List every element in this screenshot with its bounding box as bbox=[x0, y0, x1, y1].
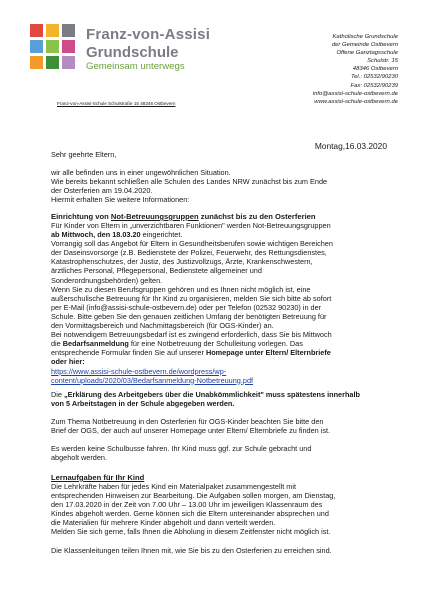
heading-text: zunächst bis zu den Osterferien bbox=[198, 212, 316, 221]
bold-text: Homepage unter Eltern/ Elternbriefe bbox=[205, 348, 331, 358]
body-text: eingerichtet. bbox=[140, 230, 183, 240]
bold-date: ab Mittwoch, den 18.03.20 bbox=[51, 230, 141, 240]
body-line: Zum Thema Notbetreuung in den Osterferien für OGS-Kinder beachten Sie bitte den bbox=[51, 417, 324, 426]
body-line: von 5 Arbeitstagen in der Schule abgegeben werden. bbox=[51, 399, 235, 409]
logo-square bbox=[46, 40, 59, 53]
body-line: Wenn Sie zu diesen Berufsgruppen gehören und es Ihnen nicht möglich ist, eine bbox=[51, 284, 311, 294]
logo-square bbox=[30, 56, 43, 69]
letter-date: Montag,16.03.2020 bbox=[314, 141, 387, 151]
school-name-line1: Franz-von-Assisi bbox=[86, 26, 211, 43]
form-link[interactable]: https://www.assisi-schule-ostbevern.de/wordpress/wp- bbox=[51, 366, 227, 376]
school-logo bbox=[30, 24, 78, 72]
logo-square bbox=[46, 56, 59, 69]
body-line: Es werden keine Schulbusse fahren. Ihr Kind muss ggf. zur Schule gebracht und bbox=[51, 444, 312, 453]
body-line: Katastrophenschutzes, der Justiz, des Justizvollzugs, Ärzte, Krankenschwestern, bbox=[51, 257, 313, 267]
body-line: außerschulische Betreuung für Ihr Kind zu organisieren, melden Sie sich bitte ab sofort bbox=[51, 293, 332, 303]
body-line bbox=[51, 230, 333, 239]
body-line: abgeholt werden. bbox=[51, 453, 107, 463]
erklaerung-paragraph bbox=[51, 390, 360, 408]
body-line bbox=[51, 339, 333, 348]
closing-paragraph: Die Klassenleitungen teilen Ihnen mit, wie Sie bis zu den Osterferien zu erreichen sind. bbox=[51, 546, 332, 555]
body-line: oder hier: bbox=[51, 357, 85, 367]
school-address-block bbox=[278, 33, 398, 106]
body-text: Die bbox=[51, 390, 64, 399]
bold-text: Bedarfsanmeldung bbox=[62, 339, 129, 349]
body-line: Bei notwendigem Betreuungsbedarf ist es zwingend erforderlich, dass Sie bis Mittwoch bbox=[51, 330, 332, 340]
heading-text-underlined: Not-Betreuungsgruppen bbox=[110, 212, 199, 221]
ogs-paragraph bbox=[51, 417, 330, 435]
body-line: Die Lehrkräfte haben für jedes Kind ein Materialpaket zusammengestellt mit bbox=[51, 482, 296, 491]
body-text: entsprechende Formular finden Sie auf unserer bbox=[51, 348, 206, 358]
intro-line: wir alle befinden uns in einer ungewöhnlichen Situation. bbox=[51, 168, 231, 177]
body-line bbox=[51, 390, 360, 399]
bus-paragraph bbox=[51, 444, 311, 462]
section1-body bbox=[51, 221, 333, 385]
body-line: die Materialien für mehrere Kinder abgeholt und dann verteilt werden. bbox=[51, 518, 276, 528]
salutation: Sehr geehrte Eltern, bbox=[51, 150, 117, 159]
body-line: Melden Sie sich gerne, falls Ihnen die Abholung in diesem Zeitfenster nicht möglich ist. bbox=[51, 527, 331, 537]
school-name-line2: Grundschule bbox=[86, 44, 179, 61]
address-line: info@assisi-schule-ostbevern.de bbox=[312, 90, 398, 97]
school-tagline: Gemeinsam unterwegs bbox=[86, 61, 185, 72]
body-line bbox=[51, 348, 333, 357]
address-line: der Gemeinde Ostbevern bbox=[331, 42, 398, 49]
sender-line: Franz-von-Assisi-Schule Schulstraße 15 48346 Ostbevern bbox=[57, 101, 176, 106]
logo-square bbox=[62, 40, 75, 53]
body-line: Kindes abgeholt werden. Gerne können sich die Eltern untereinander absprechen und bbox=[51, 509, 329, 519]
logo-square bbox=[62, 24, 75, 37]
intro-paragraph bbox=[51, 168, 327, 204]
logo-square bbox=[62, 56, 75, 69]
intro-line: der Osterferien am 19.04.2020. bbox=[51, 186, 153, 196]
body-line: Brief der OGS, der auch auf unserer Homepage unter Eltern/ Elternbriefe zu finden ist. bbox=[51, 426, 331, 436]
body-line: per E-Mail (info@assisi-schule-ostbevern.de) oder per Telefon (02532 90230) in der bbox=[51, 302, 322, 312]
address-line: www.assisi-schule-ostbevern.de bbox=[314, 98, 398, 105]
body-line: der Daseinsvorsorge (z.B. Bedienstete der Polizei, Feuerwehr, des Rettungsdienstes, bbox=[51, 248, 327, 258]
body-text: für eine Notbetreuung der Schulleitung vorlegen. Das bbox=[128, 339, 303, 349]
address-line: Fax: 02532/90239 bbox=[350, 82, 398, 89]
logo-square bbox=[30, 24, 43, 37]
body-text: die bbox=[51, 339, 63, 349]
address-line: Katholische Grundschule bbox=[332, 34, 398, 40]
intro-line: Wie bereits bekannt schließen alle Schulen des Landes NRW zunächst bis zum Ende bbox=[51, 177, 328, 187]
address-line: Schulstr. 15 bbox=[367, 58, 398, 65]
address-line: 48346 Ostbevern bbox=[352, 66, 398, 73]
heading-text: Einrichtung von bbox=[51, 212, 111, 221]
body-line: entsprechenden Hinweisen zur Bearbeitung. Die Aufgaben sollen morgen, am Dienstag, bbox=[51, 491, 336, 501]
intro-line: Hiermit erhalten Sie weitere Informationen: bbox=[51, 195, 190, 205]
section2-heading: Lernaufgaben für Ihr Kind bbox=[51, 473, 145, 482]
bold-text: „Erklärung des Arbeitgebers über die Unabkömmlichkeit" muss spätestens innerhalb bbox=[63, 390, 360, 399]
body-line: Für Kinder von Eltern in „unverzichtbaren Funktionen" werden Not-Betreuungsgruppen bbox=[51, 221, 331, 230]
body-line: Vorrangig soll das Angebot für Eltern in Gesundheitsberufen sowie wichtigen Bereichen bbox=[51, 239, 333, 249]
section1-heading bbox=[51, 212, 316, 221]
address-line: Tel.: 02532/90230 bbox=[351, 74, 398, 81]
body-line: den Vormittagsbereich und Nachmittagsbereich (für OGS-Kinder) an. bbox=[51, 321, 274, 331]
body-line: Schule. Bitte geben Sie den genauen zeitlichen Umfang der benötigten Betreuung für bbox=[51, 311, 327, 321]
address-line: Offene Ganztagsschule bbox=[336, 50, 398, 57]
form-link[interactable]: content/uploads/2020/03/Bedarfsanmeldung-Notbetreuung.pdf bbox=[51, 375, 254, 385]
section2-body bbox=[51, 482, 335, 537]
logo-square bbox=[46, 24, 59, 37]
body-line: den 17.03.2020 in der Zeit von 7.00 Uhr – 13.00 Uhr im jeweiligen Klassenraum des bbox=[51, 500, 323, 510]
body-line: Sonderordnungsbehörden) gelten. bbox=[51, 275, 163, 285]
body-line: ärztliches Personal, Pflegepersonal, Bedienstete allgemeiner und bbox=[51, 266, 262, 276]
logo-square bbox=[30, 40, 43, 53]
